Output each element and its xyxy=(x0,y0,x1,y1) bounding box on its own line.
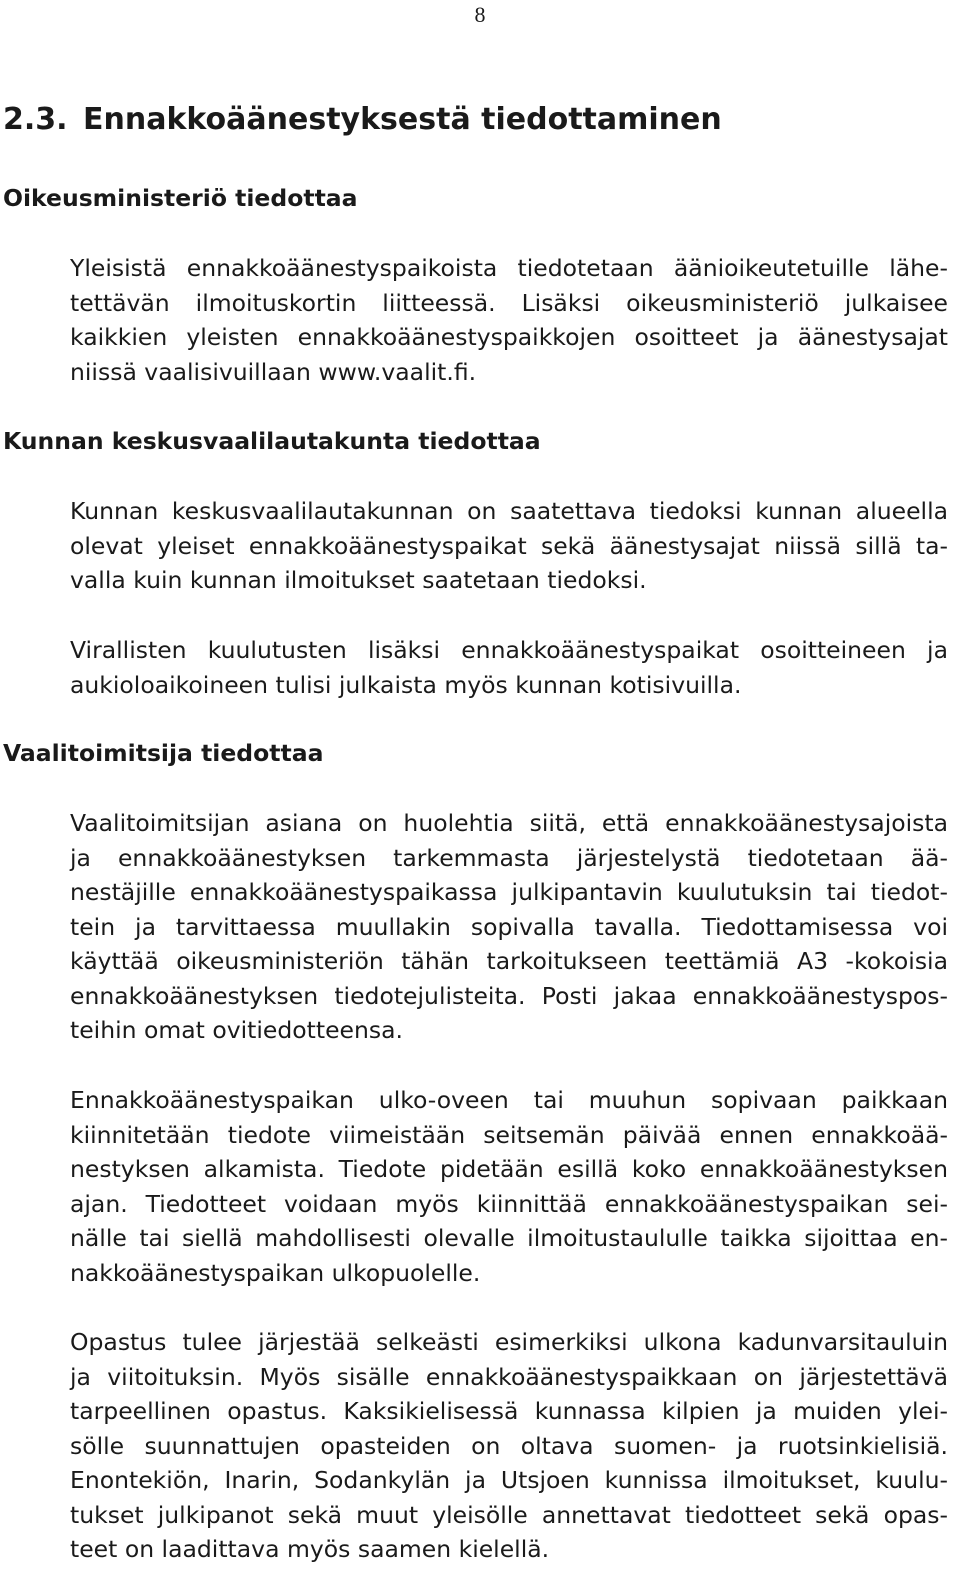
text-line: aukioloaikoineen tulisi julkaista myös kunnan kotisivuilla. xyxy=(70,670,742,699)
paragraph xyxy=(70,633,948,702)
text-line: tein ja tarvittaessa muullakin sopivalla tavalla. Tiedottamisessa voi xyxy=(70,912,948,941)
text-line: Enontekiön, Inarin, Sodankylän ja Utsjoen kunnissa ilmoitukset, kuulu- xyxy=(70,1466,948,1494)
text-line: Ennakkoäänestyspaikan ulko-oveen tai muuhun sopivaan paikkaan xyxy=(70,1086,948,1114)
text-line: nestyksen alkamista. Tiedote pidetään esillä koko ennakkoäänestyksen xyxy=(70,1155,948,1183)
section-title-text: Ennakkoäänestyksestä tiedottaminen xyxy=(83,102,722,137)
text-line: valla kuin kunnan ilmoitukset saatetaan tiedoksi. xyxy=(70,566,647,594)
text-line: teihin omat ovitiedotteensa. xyxy=(70,1016,404,1044)
text-line: tettävän ilmoituskortin liitteessä. Lisäksi oikeusministeriö julkaisee xyxy=(70,288,948,317)
text-line: ja ennakkoäänestyksen tarkemmasta järjestelystä tiedotetaan ää- xyxy=(70,843,948,872)
text-line: nakkoäänestyspaikan ulkopuolelle. xyxy=(70,1258,481,1287)
text-line: Kunnan keskusvaalilautakunnan on saatettava tiedoksi kunnan alueella xyxy=(70,497,948,525)
text-line: Vaalitoimitsijan asiana on huolehtia siitä, että ennakkoäänestysajoista xyxy=(70,809,948,837)
subheading-oikeusministerio: Oikeusministeriö tiedottaa xyxy=(3,184,358,212)
text-line: Yleisistä ennakkoäänestyspaikoista tiedotetaan äänioikeutetuille lähe- xyxy=(70,254,948,282)
subheading-vaalitoimitsija: Vaalitoimitsija tiedottaa xyxy=(3,739,324,767)
text-line: nälle tai siellä mahdollisesti olevalle ilmoitustaululle taikka sijoittaa en- xyxy=(70,1224,948,1252)
text-line: nestäjille ennakkoäänestyspaikassa julkipantavin kuulutuksin tai tiedot- xyxy=(70,878,948,906)
paragraph xyxy=(70,251,948,389)
text-line: ajan. Tiedotteet voidaan myös kiinnittää ennakkoäänestyspaikan sei- xyxy=(70,1189,948,1218)
text-line: tukset julkipanot sekä muut yleisölle annettavat tiedotteet sekä opas- xyxy=(70,1500,948,1529)
page-number: 8 xyxy=(474,2,486,27)
section-title xyxy=(3,100,722,140)
text-line: kaikkien yleisten ennakkoäänestyspaikkojen osoitteet ja äänestysajat xyxy=(70,323,948,351)
text-line: olevat yleiset ennakkoäänestyspaikat sekä äänestysajat niissä sillä ta- xyxy=(70,531,948,560)
text-line: Opastus tulee järjestää selkeästi esimerkiksi ulkona kadunvarsitauluin xyxy=(70,1328,948,1356)
text-line: käyttää oikeusministeriön tähän tarkoitukseen teettämiä A3 -kokoisia xyxy=(70,947,948,975)
text-line: ennakkoäänestyksen tiedotejulisteita. Posti jakaa ennakkoäänestyspos- xyxy=(70,981,948,1010)
text-line: Virallisten kuulutusten lisäksi ennakkoäänestyspaikat osoitteineen ja xyxy=(70,636,948,664)
text-line: sölle suunnattujen opasteiden on oltava suomen- ja ruotsinkielisiä. xyxy=(70,1431,948,1460)
paragraph xyxy=(70,1325,948,1567)
paragraph xyxy=(70,494,948,598)
text-line: tarpeellinen opastus. Kaksikielisessä kunnassa kilpien ja muiden ylei- xyxy=(70,1397,948,1425)
text-line: kiinnitetään tiedote viimeistään seitsemän päivää ennen ennakkoää- xyxy=(70,1120,948,1149)
paragraph xyxy=(70,1083,948,1290)
text-line: niissä vaalisivuillaan www.vaalit.fi. xyxy=(70,357,477,386)
paragraph xyxy=(70,806,948,1048)
section-number: 2.3. xyxy=(3,102,68,137)
text-line: teet on laadittava myös saamen kielellä. xyxy=(70,1535,550,1563)
subheading-keskusvaalilautakunta: Kunnan keskusvaalilautakunta tiedottaa xyxy=(3,427,541,455)
text-line: ja viitoituksin. Myös sisälle ennakkoäänestyspaikkaan on järjestettävä xyxy=(70,1362,948,1391)
